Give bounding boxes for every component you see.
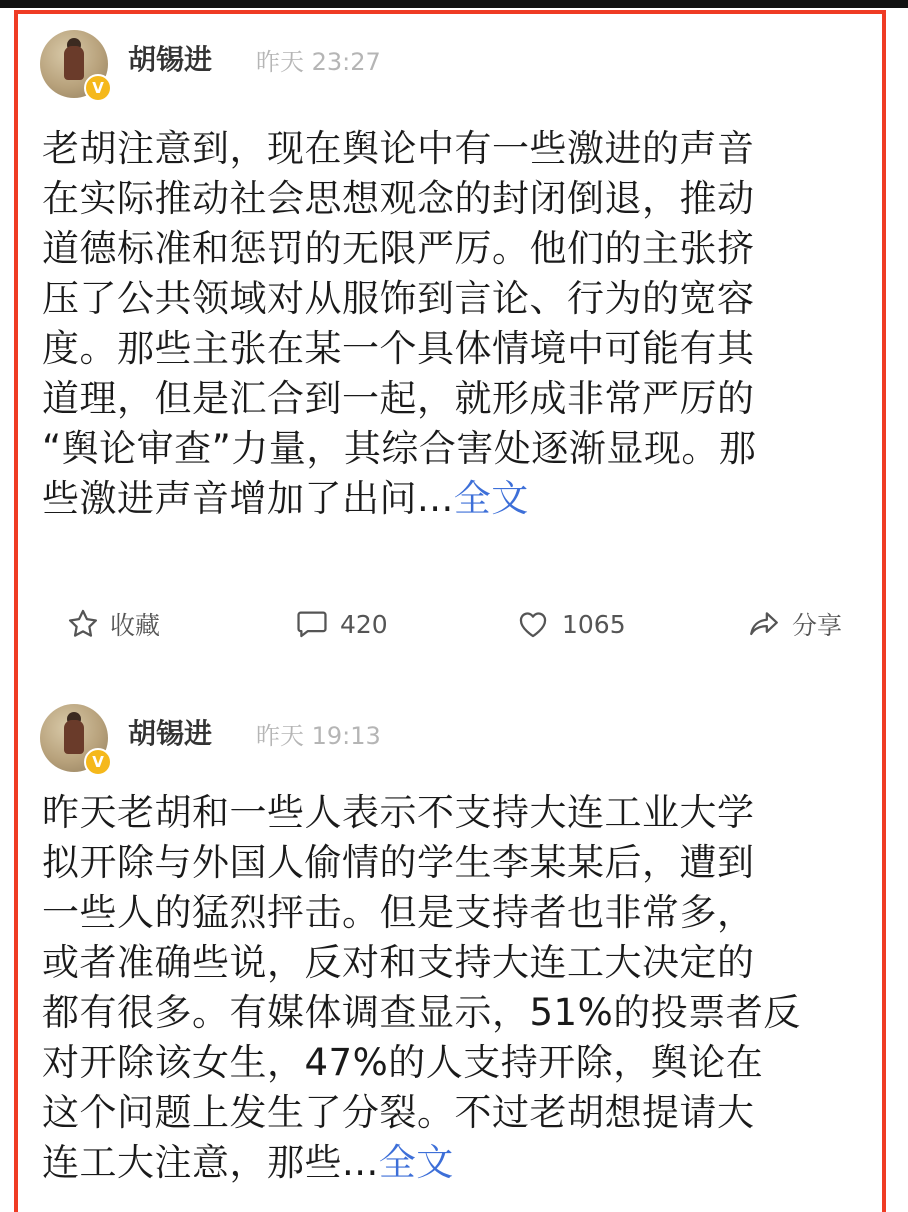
read-more-link[interactable]: 全文 xyxy=(453,477,529,520)
post-header xyxy=(18,702,882,782)
like-button[interactable] xyxy=(514,594,626,654)
read-more-link[interactable]: 全文 xyxy=(378,1141,454,1184)
favorite-label: 收藏 xyxy=(110,611,161,640)
post-text[interactable] xyxy=(42,788,874,1188)
heart-icon xyxy=(514,607,552,641)
post-text[interactable] xyxy=(42,124,874,524)
share-label: 分享 xyxy=(792,611,843,640)
comment-count: 420 xyxy=(340,609,388,639)
action-bar xyxy=(18,594,882,654)
favorite-button[interactable] xyxy=(66,594,160,654)
comment-button[interactable] xyxy=(294,594,388,654)
avatar-figure-body xyxy=(64,720,84,754)
post-card xyxy=(18,702,882,1184)
star-icon xyxy=(66,607,100,641)
highlight-frame xyxy=(14,10,886,1212)
comment-icon xyxy=(294,607,330,641)
post-card xyxy=(18,28,882,640)
share-button[interactable] xyxy=(746,594,842,654)
post-time: 昨天 19:13 xyxy=(256,722,381,750)
share-icon xyxy=(746,607,782,641)
status-bar-edge xyxy=(0,0,908,8)
author-name[interactable]: 胡锡进 xyxy=(128,717,213,750)
post-body: 老胡注意到，现在舆论中有一些激进的声音 在实际推动社会思想观念的封闭倒退，推动 道德标准和惩罚的无限严厉。他们的主张挤 压了公共领域对从服饰到言论、行为的宽容 度。那些主张在某一个具体情境中可能有其 道理，但是汇合到一起，就形成非常严厉的 “舆论审查”力量，其综合害处逐渐显现。那 些激进声音增加了出问... xyxy=(42,127,757,520)
like-count: 1065 xyxy=(562,609,626,639)
avatar-figure-body xyxy=(64,46,84,80)
author-name[interactable]: 胡锡进 xyxy=(128,43,213,76)
verified-badge-icon: V xyxy=(84,74,112,102)
post-body: 昨天老胡和一些人表示不支持大连工业大学 拟开除与外国人偷情的学生李某某后，遭到 一些人的猛烈抨击。但是支持者也非常多， 或者准确些说，反对和支持大连工大决定的 都有很多。有媒体调查显示，51%的投票者反 对开除该女生，47%的人支持开除，舆论在 这个问题上发生了分裂。不过老胡想提请大 连工大注意，那些... xyxy=(42,791,801,1184)
post-header xyxy=(18,28,882,108)
verified-badge-icon: V xyxy=(84,748,112,776)
post-time: 昨天 23:27 xyxy=(256,48,381,76)
